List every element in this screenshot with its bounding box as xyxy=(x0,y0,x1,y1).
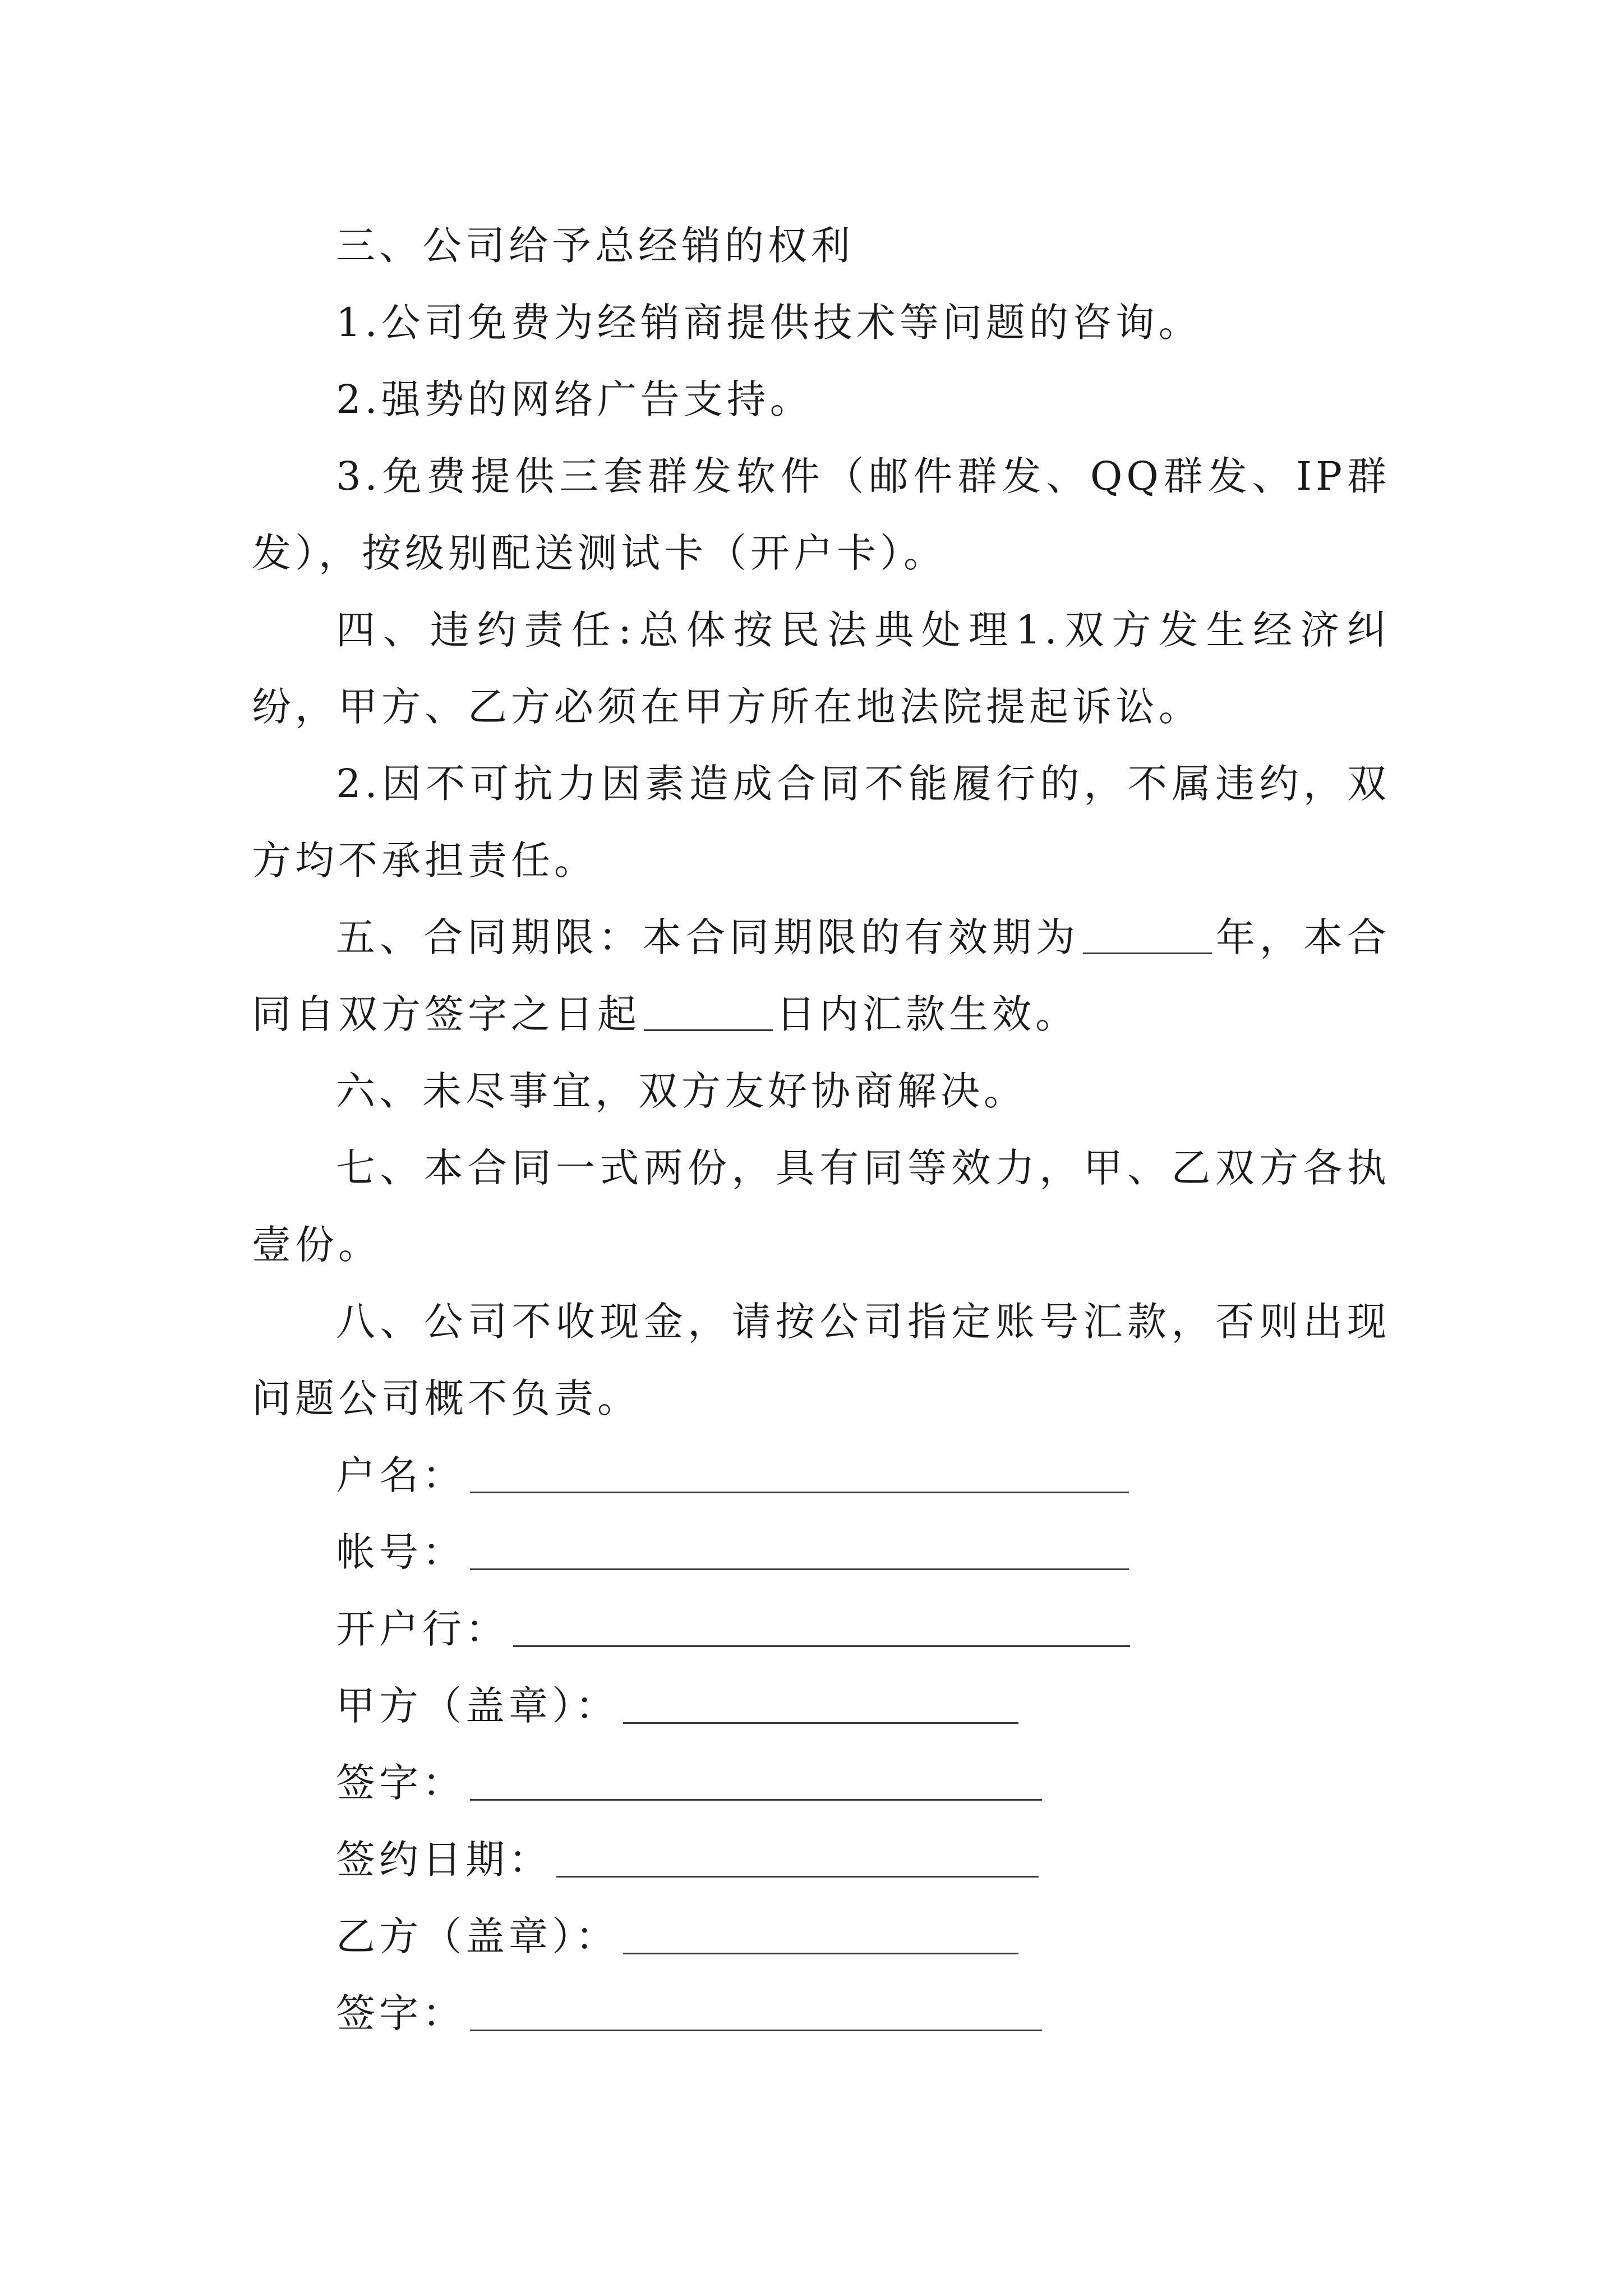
field-party-a-seal xyxy=(252,1668,1390,1745)
field-account-name xyxy=(252,1437,1390,1514)
section-unresolved: 六、未尽事宜，双方友好协商解决。 xyxy=(336,1068,1027,1114)
field-party-b-sign xyxy=(252,1975,1390,2052)
field-party-a-sign xyxy=(252,1745,1390,1821)
clause-ad-support: 2.强势的网络广告支持。 xyxy=(336,376,813,422)
bank-blank[interactable] xyxy=(513,1645,1130,1647)
account-number-blank[interactable] xyxy=(470,1568,1129,1570)
field-label-bank: 开户行： xyxy=(336,1606,509,1652)
account-name-blank[interactable] xyxy=(470,1491,1129,1493)
party-b-seal-blank[interactable] xyxy=(623,1952,1018,1954)
clause-software: 3.免费提供三套群发软件（邮件群发、QQ群发、IP群发），按级别配送测试卡（开户卡）。 xyxy=(252,453,1390,576)
clause-consulting: 1.公司免费为经销商提供技术等问题的咨询。 xyxy=(336,300,1202,346)
field-bank xyxy=(252,1591,1390,1668)
field-label-sign-date: 签约日期： xyxy=(336,1837,552,1883)
field-account-number xyxy=(252,1514,1390,1591)
party-a-seal-blank[interactable] xyxy=(623,1722,1018,1724)
field-sign-date xyxy=(252,1821,1390,1898)
term-text-1: 五、合同期限：本合同期限的有效期为 xyxy=(336,914,1080,960)
party-b-sign-blank[interactable] xyxy=(470,2029,1042,2031)
field-label-party-a-seal: 甲方（盖章）： xyxy=(336,1683,619,1729)
clause-force-majeure: 2.因不可抗力因素造成合同不能履行的，不属违约，双方均不承担责任。 xyxy=(252,761,1390,884)
field-label-account-name: 户名： xyxy=(336,1452,465,1498)
field-label-party-b-sign: 签字： xyxy=(336,1990,465,2036)
term-days-blank[interactable] xyxy=(644,1029,773,1031)
section-payment: 八、公司不收现金，请按公司指定账号汇款，否则出现问题公司概不负责。 xyxy=(252,1299,1390,1421)
document-body xyxy=(252,208,1390,2052)
sign-date-blank[interactable] xyxy=(556,1875,1039,1878)
term-text-2: 年，本合同自双方签字之日起 xyxy=(252,914,1390,1037)
term-years-blank[interactable] xyxy=(1083,952,1212,954)
field-label-party-a-sign: 签字： xyxy=(336,1760,465,1806)
term-text-3: 日内汇款生效。 xyxy=(776,991,1078,1037)
field-label-party-b-seal: 乙方（盖章）： xyxy=(336,1913,619,1959)
section-liability: 四、违约责任:总体按民法典处理1.双方发生经济纠纷，甲方、乙方必须在甲方所在地法院提起诉讼。 xyxy=(252,607,1390,730)
section-copies: 七、本合同一式两份，具有同等效力，甲、乙双方各执壹份。 xyxy=(252,1145,1390,1268)
section-heading-rights: 三、公司给予总经销的权利 xyxy=(336,223,854,269)
field-party-b-seal xyxy=(252,1898,1390,1975)
field-label-account-number: 帐号： xyxy=(336,1529,465,1575)
party-a-sign-blank[interactable] xyxy=(470,1798,1042,1801)
section-term xyxy=(252,899,1390,1053)
